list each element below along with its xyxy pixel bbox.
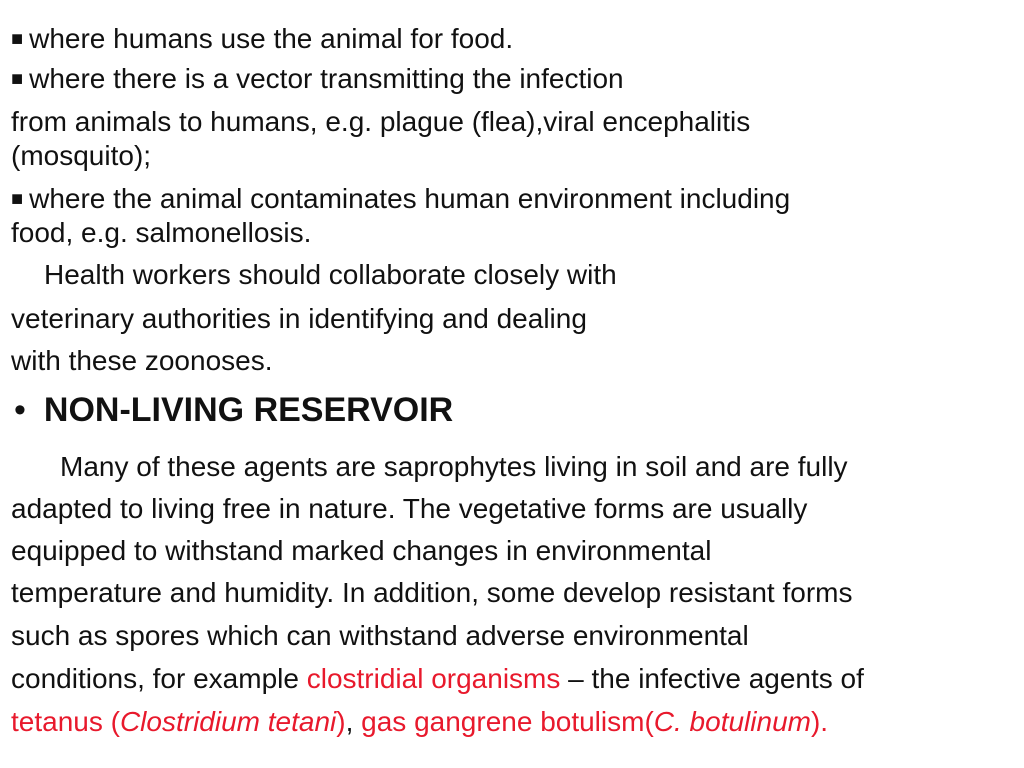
highlight-clostridial: clostridial organisms: [306, 663, 561, 694]
text-line: veterinary authorities in identifying and dealing: [11, 303, 587, 334]
text-line: (mosquito);: [11, 140, 152, 171]
highlight-clostridium-tetani: Clostridium tetani: [119, 706, 337, 737]
square-bullet-icon: ■: [11, 28, 24, 50]
square-bullet-icon: ■: [11, 188, 24, 210]
paragraph-line: [11, 662, 864, 696]
text-line: Health workers should collaborate closely with: [44, 259, 617, 290]
square-bullet-icon: ■: [11, 68, 24, 90]
bullet-environment-line: [11, 182, 790, 216]
highlight-gas-gangrene: gas gangrene botulism: [361, 706, 645, 737]
text-span: – the infective agents of: [560, 663, 864, 694]
round-bullet-icon: •: [14, 391, 26, 429]
text-line: from animals to humans, e.g. plague (flea),viral encephalitis: [11, 106, 751, 137]
text-line: with these zoonoses.: [11, 345, 273, 376]
text-line: food, e.g. salmonellosis.: [11, 217, 312, 248]
highlight-paren: ).: [810, 706, 829, 737]
paragraph-line: Many of these agents are saprophytes living in soil and are fully: [60, 451, 848, 482]
paragraph-line: equipped to withstand marked changes in environmental: [11, 535, 712, 566]
highlight-c-botulinum: C. botulinum: [653, 706, 811, 737]
paragraph-line: adapted to living free in nature. The vegetative forms are usually: [11, 493, 808, 524]
highlight-paren: ): [336, 706, 346, 737]
line-text: where there is a vector transmitting the infection: [29, 63, 624, 94]
text-span: conditions, for example: [11, 663, 307, 694]
highlight-paren: (: [644, 706, 654, 737]
text-span: ,: [345, 706, 362, 737]
paragraph-line: temperature and humidity. In addition, some develop resistant forms: [11, 577, 853, 608]
line-text: where humans use the animal for food.: [29, 23, 514, 54]
line-text: where the animal contaminates human environment including: [29, 183, 791, 214]
heading-text: NON-LIVING RESERVOIR: [43, 391, 454, 429]
section-heading: [14, 388, 453, 432]
paragraph-line: such as spores which can withstand adverse environmental: [11, 620, 749, 651]
paragraph-line: [11, 705, 828, 739]
bullet-vector-line: [11, 62, 624, 96]
highlight-tetanus: tetanus (: [11, 706, 120, 737]
bullet-food-line: [11, 22, 513, 56]
